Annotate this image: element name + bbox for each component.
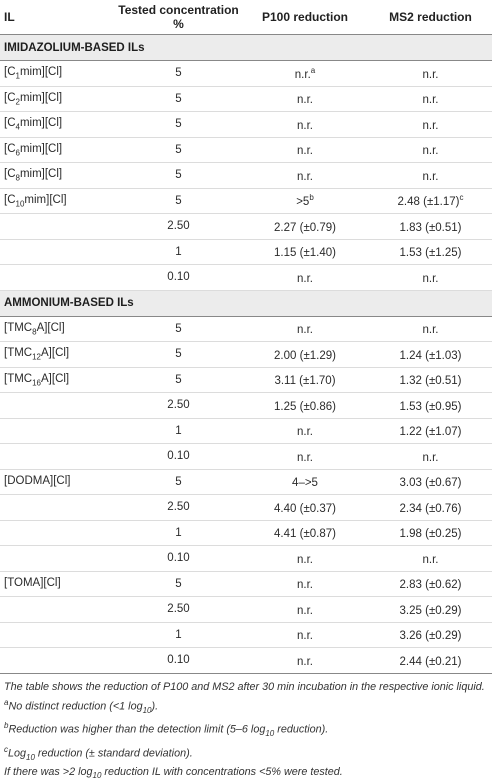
- table-row: [0, 86, 492, 112]
- ms2-cell: n.r.: [369, 163, 492, 189]
- table-row: [0, 367, 492, 393]
- concentration-cell: 0.10: [116, 444, 241, 470]
- table-row: [0, 137, 492, 163]
- footnote-b: $^b$Reduction was higher than the detection limit (5–6 $\log_{10}$ reduction).: [4, 718, 488, 741]
- il-name-cell: [0, 444, 116, 470]
- header-concentration: Tested concentration %: [116, 0, 241, 35]
- concentration-cell: 5: [116, 163, 241, 189]
- table-row: [0, 469, 492, 495]
- il-name-cell: [0, 418, 116, 444]
- p100-cell: n.r.: [241, 444, 369, 470]
- ms2-cell: n.r.: [369, 546, 492, 572]
- ms2-cell: 1.24 (±1.03): [369, 342, 492, 368]
- il-name-cell: $[C_1mim][Cl]$: [0, 61, 116, 87]
- p100-cell: n.r.: [241, 571, 369, 597]
- concentration-cell: 2.50: [116, 214, 241, 240]
- p100-cell: n.r.: [241, 137, 369, 163]
- table-row: [0, 316, 492, 342]
- il-name-cell: $[C_2mim][Cl]$: [0, 86, 116, 112]
- il-name-cell: [0, 597, 116, 623]
- concentration-cell: 5: [116, 469, 241, 495]
- ms2-cell: n.r.: [369, 86, 492, 112]
- ms2-cell: n.r.: [369, 444, 492, 470]
- ms2-cell: n.r.: [369, 112, 492, 138]
- concentration-cell: 5: [116, 316, 241, 342]
- concentration-cell: 0.10: [116, 546, 241, 572]
- table-row: [0, 112, 492, 138]
- concentration-cell: 0.10: [116, 648, 241, 674]
- il-name-cell: [0, 393, 116, 419]
- ms2-cell: 1.32 (±0.51): [369, 367, 492, 393]
- table-row: [0, 444, 492, 470]
- table-row: [0, 546, 492, 572]
- il-name-cell: [DODMA][Cl]: [0, 469, 116, 495]
- il-name-cell: [0, 622, 116, 648]
- p100-cell: n.r.: [241, 265, 369, 291]
- table-row: [0, 571, 492, 597]
- p100-cell: n.r.: [241, 86, 369, 112]
- footnote-caption: The table shows the reduction of P100 and MS2 after 30 min incubation in the respective ionic liquid.: [4, 680, 488, 696]
- concentration-cell: 1: [116, 418, 241, 444]
- concentration-cell: 1: [116, 622, 241, 648]
- footnote-tested: If there was >2 $\log_{10}$ reduction IL with concentrations <5% were tested.: [4, 765, 488, 783]
- p100-cell: n.r.: [241, 622, 369, 648]
- concentration-cell: 5: [116, 571, 241, 597]
- ms2-cell: 3.03 (±0.67): [369, 469, 492, 495]
- section-header-row: [0, 290, 492, 316]
- table-row: [0, 61, 492, 87]
- il-name-cell: [0, 648, 116, 674]
- ms2-cell: 1.98 (±0.25): [369, 520, 492, 546]
- il-name-cell: [0, 546, 116, 572]
- il-name-cell: [0, 495, 116, 521]
- il-name-cell: [0, 520, 116, 546]
- concentration-cell: 2.50: [116, 495, 241, 521]
- ms2-cell: 1.22 (±1.07): [369, 418, 492, 444]
- footnote-a: $^a$No distinct reduction (<1 $\log_{10}$).: [4, 695, 488, 718]
- concentration-cell: 5: [116, 137, 241, 163]
- il-name-cell: [0, 214, 116, 240]
- il-name-cell: [TOMA][Cl]: [0, 571, 116, 597]
- table-row: [0, 342, 492, 368]
- table-row: [0, 163, 492, 189]
- concentration-cell: 1: [116, 520, 241, 546]
- ms2-cell: 2.44 (±0.21): [369, 648, 492, 674]
- il-name-cell: $[C_6mim][Cl]$: [0, 137, 116, 163]
- concentration-cell: 5: [116, 342, 241, 368]
- ms2-cell: 2.83 (±0.62): [369, 571, 492, 597]
- concentration-cell: 5: [116, 86, 241, 112]
- table-row: [0, 520, 492, 546]
- table-body: [0, 35, 492, 674]
- header-row: [0, 0, 492, 35]
- ms2-cell: 1.83 (±0.51): [369, 214, 492, 240]
- table-row: [0, 648, 492, 674]
- concentration-cell: 5: [116, 112, 241, 138]
- p100-cell: 2.27 (±0.79): [241, 214, 369, 240]
- il-name-cell: $[TMC_{16}A][Cl]$: [0, 367, 116, 393]
- header-il: IL: [0, 0, 116, 35]
- table-row: [0, 265, 492, 291]
- il-name-cell: $[C_8mim][Cl]$: [0, 163, 116, 189]
- p100-cell: n.r.: [241, 648, 369, 674]
- ms2-cell: n.r.: [369, 316, 492, 342]
- p100-cell: 3.11 (±1.70): [241, 367, 369, 393]
- p100-cell: 4.40 (±0.37): [241, 495, 369, 521]
- p100-cell: n.r.: [241, 418, 369, 444]
- ms2-cell: 3.25 (±0.29): [369, 597, 492, 623]
- il-name-cell: $[C_4mim][Cl]$: [0, 112, 116, 138]
- ms2-cell: 2.48 $(\pm 1.17)^c$: [369, 188, 492, 214]
- p100-cell: n.r.: [241, 597, 369, 623]
- p100-cell: n.r.: [241, 546, 369, 572]
- table-row: [0, 239, 492, 265]
- ms2-cell: 1.53 (±1.25): [369, 239, 492, 265]
- section-title: IMIDAZOLIUM-BASED ILs: [0, 35, 492, 61]
- table-row: [0, 597, 492, 623]
- header-p100: P100 reduction: [241, 0, 369, 35]
- table-row: [0, 418, 492, 444]
- table-row: [0, 622, 492, 648]
- section-header-row: [0, 35, 492, 61]
- p100-cell: 2.00 (±1.29): [241, 342, 369, 368]
- il-name-cell: $[TMC_{12}A][Cl]$: [0, 342, 116, 368]
- p100-cell: 4.41 (±0.87): [241, 520, 369, 546]
- p100-cell: 1.15 (±1.40): [241, 239, 369, 265]
- concentration-cell: 1: [116, 239, 241, 265]
- p100-cell: n.r.: [241, 163, 369, 189]
- ms2-cell: n.r.: [369, 61, 492, 87]
- concentration-cell: 5: [116, 188, 241, 214]
- p100-cell: n.r.$^a$: [241, 61, 369, 87]
- ms2-cell: 2.34 (±0.76): [369, 495, 492, 521]
- table-footnotes: [0, 674, 492, 783]
- il-name-cell: [0, 239, 116, 265]
- p100-cell: 4–>5: [241, 469, 369, 495]
- concentration-cell: 2.50: [116, 393, 241, 419]
- table-row: [0, 188, 492, 214]
- concentration-cell: 5: [116, 367, 241, 393]
- p100-cell: n.r.: [241, 316, 369, 342]
- il-name-cell: $[TMC_8A][Cl]$: [0, 316, 116, 342]
- p100-cell: n.r.: [241, 112, 369, 138]
- section-title: AMMONIUM-BASED ILs: [0, 290, 492, 316]
- concentration-cell: 2.50: [116, 597, 241, 623]
- il-name-cell: $[C_{10}mim][Cl]$: [0, 188, 116, 214]
- ms2-cell: 1.53 (±0.95): [369, 393, 492, 419]
- table-row: [0, 495, 492, 521]
- concentration-cell: 0.10: [116, 265, 241, 291]
- il-name-cell: [0, 265, 116, 291]
- ms2-cell: n.r.: [369, 265, 492, 291]
- footnote-c: $^c$Log$_{10}$ reduction (± standard deviation).: [4, 742, 488, 765]
- header-ms2: MS2 reduction: [369, 0, 492, 35]
- ms2-cell: 3.26 (±0.29): [369, 622, 492, 648]
- p100-cell: 1.25 (±0.86): [241, 393, 369, 419]
- table-row: [0, 393, 492, 419]
- ms2-cell: n.r.: [369, 137, 492, 163]
- p100-cell: $>5^b$: [241, 188, 369, 214]
- concentration-cell: 5: [116, 61, 241, 87]
- table-row: [0, 214, 492, 240]
